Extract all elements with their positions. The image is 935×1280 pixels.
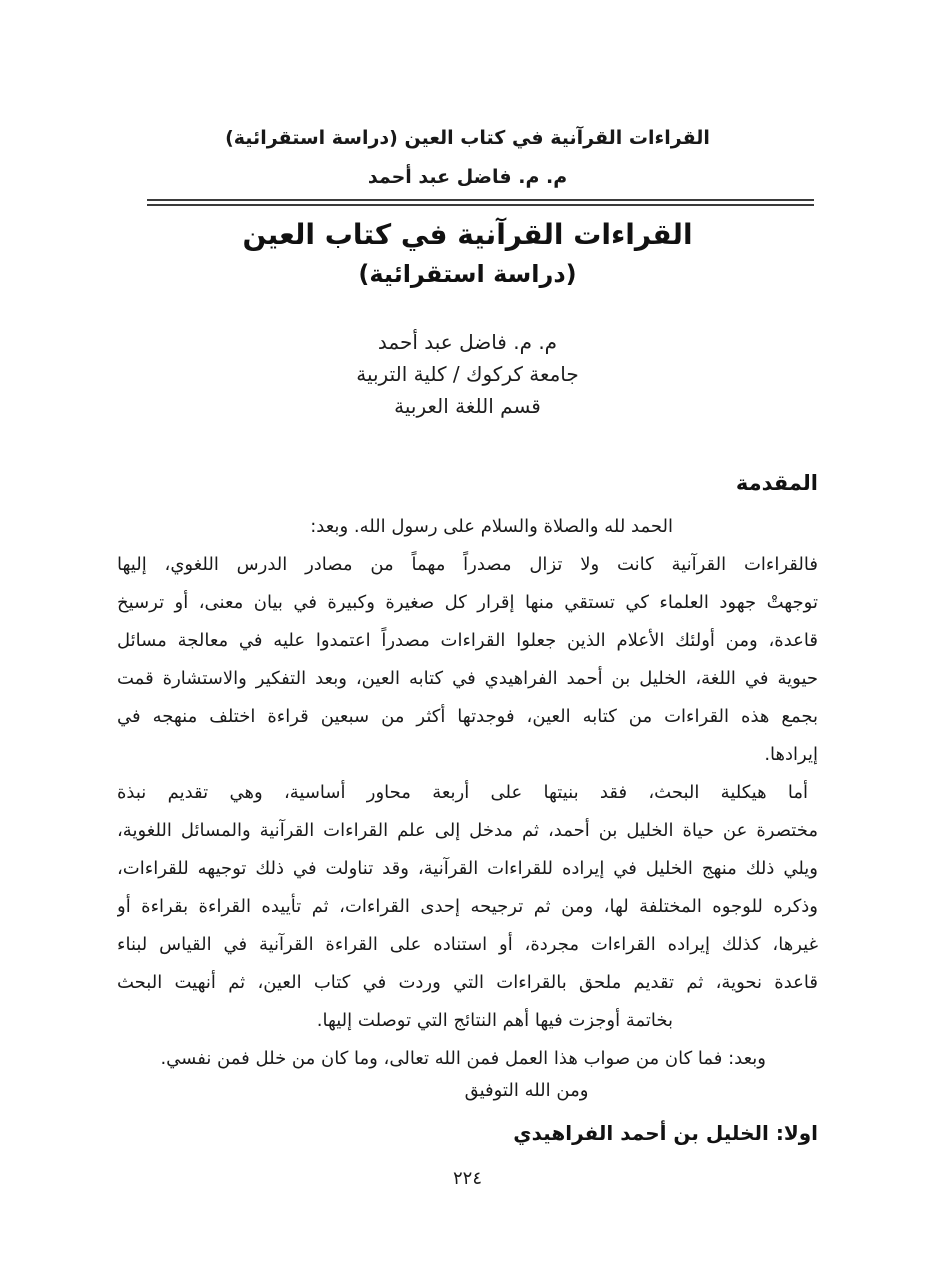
text-line: حيوية في اللغة، الخليل بن أحمد الفراهيدي في كتابه العين، وبعد التفكير والاستشارة قمت xyxy=(117,668,818,689)
text-line: أما هيكلية البحث، فقد بنيتها على أربعة محاور أساسية، وهي تقديم نبذة xyxy=(117,782,808,803)
text-line: توجهتْ جهود العلماء كي تستقي منها إقرار كل صغيرة وكبيرة في بيان معنى، أو ترسيخ xyxy=(117,592,818,613)
text-line: بخاتمة أوجزت فيها أهم النتائج التي توصلت إليها. xyxy=(316,1010,673,1031)
tawfiq-line: ومن الله التوفيق xyxy=(464,1080,589,1101)
text-line: قاعدة، ومن أولئك الأعلام الذين جعلوا القراءات مصدراً اعتمدوا عليه في معالجة مسائل xyxy=(117,630,818,651)
text-line: مختصرة عن حياة الخليل بن أحمد، ثم مدخل إلى علم القراءات القرآنية والمسائل اللغوية، xyxy=(117,820,818,841)
page-title: القراءات القرآنية في كتاب العين xyxy=(242,218,693,251)
text-line: بجمع هذه القراءات من كتابه العين، فوجدتها أكثر من سبعين قراءة اختلف منهجه في xyxy=(117,706,818,727)
section-heading-first: اولا: الخليل بن أحمد الفراهيدي xyxy=(513,1121,818,1145)
text-line: ويلي ذلك منهج الخليل في إيراده للقراءات القرآنية، وقد تناولت في ذلك توجيهه للقراءات، xyxy=(117,858,818,879)
body-text xyxy=(117,508,818,1110)
page-number: ٢٢٤ xyxy=(452,1168,482,1189)
page-subtitle: (دراسة استقرائية) xyxy=(358,260,577,288)
running-header xyxy=(117,125,818,190)
author-name: م. م. فاضل عبد أحمد xyxy=(377,330,558,354)
text-line: الحمد لله والصلاة والسلام على رسول الله. وبعد: xyxy=(310,516,673,537)
author-affiliation: جامعة كركوك / كلية التربية xyxy=(356,362,579,386)
author-block xyxy=(117,326,818,422)
text-line: فالقراءات القرآنية كانت ولا تزال مصدراً مهماً من مصادر الدرس اللغوي، إليها xyxy=(117,554,818,575)
header-rule xyxy=(147,199,814,206)
author-department: قسم اللغة العربية xyxy=(394,394,541,418)
text-line: إيرادها. xyxy=(764,744,818,765)
text-line: قاعدة نحوية، ثم تقديم ملحق بالقراءات التي وردت في كتاب العين، ثم أنهيت البحث xyxy=(117,972,818,993)
text-line: وذكره للوجوه المختلفة لها، ومن ثم ترجيحه إحدى القراءات، ثم تأييده القراءة بقراءة أو xyxy=(117,896,818,917)
text-line: وبعد: فما كان من صواب هذا العمل فمن الله تعالى، وما كان من خلل فمن نفسي. xyxy=(160,1048,766,1069)
text-line: غيرها، كذلك إيراده القراءات مجردة، أو استناده على القراءة القرآنية في القياس لبناء xyxy=(117,934,818,955)
running-header-title: القراءات القرآنية في كتاب العين (دراسة استقرائية) xyxy=(225,127,710,149)
intro-heading: المقدمة xyxy=(735,471,818,495)
running-header-author: م. م. فاضل عبد أحمد xyxy=(367,166,568,188)
